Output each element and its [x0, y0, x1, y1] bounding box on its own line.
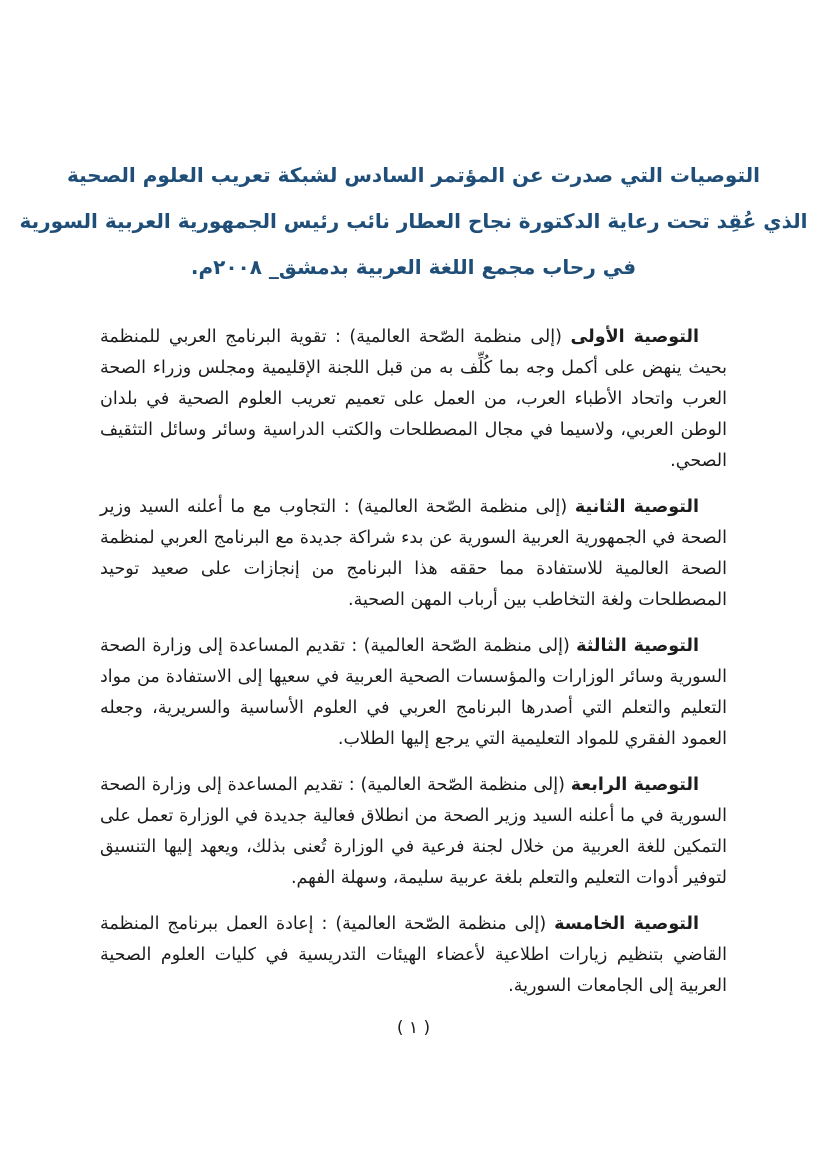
recommendation-paragraph-4: [100, 770, 727, 894]
recommendation-label-1: التوصية الأولى: [570, 327, 699, 347]
recommendation-label-3: التوصية الثالثة: [576, 636, 699, 656]
title-line-1: التوصيات التي صدرت عن المؤتمر السادس لشبكة تعريب العلوم الصحية: [66, 163, 760, 187]
recommendation-body-1: (إلى منظمة الصّحة العالمية) : تقوية البرنامج العربي للمنظمة بحيث ينهض على أكمل وجه بما كُلِّف به من قبل اللجنة الإقليمية ومجلس وزراء الصحة العرب واتحاد الأطباء العرب، من العمل على تعميم تعريب العلوم الصحية في بلدان الوطن العربي، ولاسيما في مجال المصطلحات والكتب الدراسية وسائر وسائل التثقيف الصحي.: [100, 327, 727, 471]
document-title: [0, 0, 827, 290]
recommendation-body-5: (إلى منظمة الصّحة العالمية) : إعادة العمل ببرنامج المنظمة القاضي بتنظيم زيارات اطلاعية لأعضاء الهيئات التدريسية في كليات العلوم الصحية العربية إلى الجامعات السورية.: [100, 914, 727, 996]
title-line-3: في رحاب مجمع اللغة العربية بدمشق_ ٢٠٠٨م.: [190, 255, 637, 279]
page-number: ( ١ ): [396, 1018, 431, 1038]
recommendation-label-2: التوصية الثانية: [574, 497, 699, 517]
recommendation-paragraph-2: [100, 492, 727, 616]
recommendation-paragraph-1: [100, 322, 727, 477]
recommendation-label-4: التوصية الرابعة: [570, 775, 699, 795]
recommendation-paragraph-5: [100, 909, 727, 1002]
recommendation-body-2: (إلى منظمة الصّحة العالمية) : التجاوب مع ما أعلنه السيد وزير الصحة في الجمهورية العربية السورية عن بدء شراكة جديدة مع البرنامج العربي لمنظمة الصحة العالمية للاستفادة مما حققه هذا البرنامج من إنجازات على صعيد توحيد المصطلحات ولغة التخاطب بين أرباب المهن الصحية.: [100, 497, 727, 610]
recommendation-body-4: (إلى منظمة الصّحة العالمية) : تقديم المساعدة إلى وزارة الصحة السورية في ما أعلنه السيد وزير الصحة من انطلاق فعالية جديدة في الوزارة تعمل على التمكين للغة العربية من خلال لجنة فرعية في الوزارة تُعنى بذلك، ويعهد إليها التنسيق لتوفير أدوات التعليم والتعلم بلغة عربية سليمة، وسهلة الفهم.: [100, 775, 727, 888]
title-line-2: الذي عُقِد تحت رعاية الدكتورة نجاح العطار نائب رئيس الجمهورية العربية السورية: [19, 209, 808, 233]
recommendation-body-3: (إلى منظمة الصّحة العالمية) : تقديم المساعدة إلى وزارة الصحة السورية وسائر الوزارات والمؤسسات الصحية العربية في سعيها إلى الاستفادة من مواد التعليم والتعلم التي أصدرها البرنامج العربي في العلوم الأساسية والسريرية، وجعله العمود الفقري للمواد التعليمية التي يرجع إليها الطلاب.: [100, 636, 727, 749]
recommendation-label-5: التوصية الخامسة: [554, 914, 699, 934]
recommendation-paragraph-3: [100, 631, 727, 755]
document-body: [100, 322, 727, 1002]
